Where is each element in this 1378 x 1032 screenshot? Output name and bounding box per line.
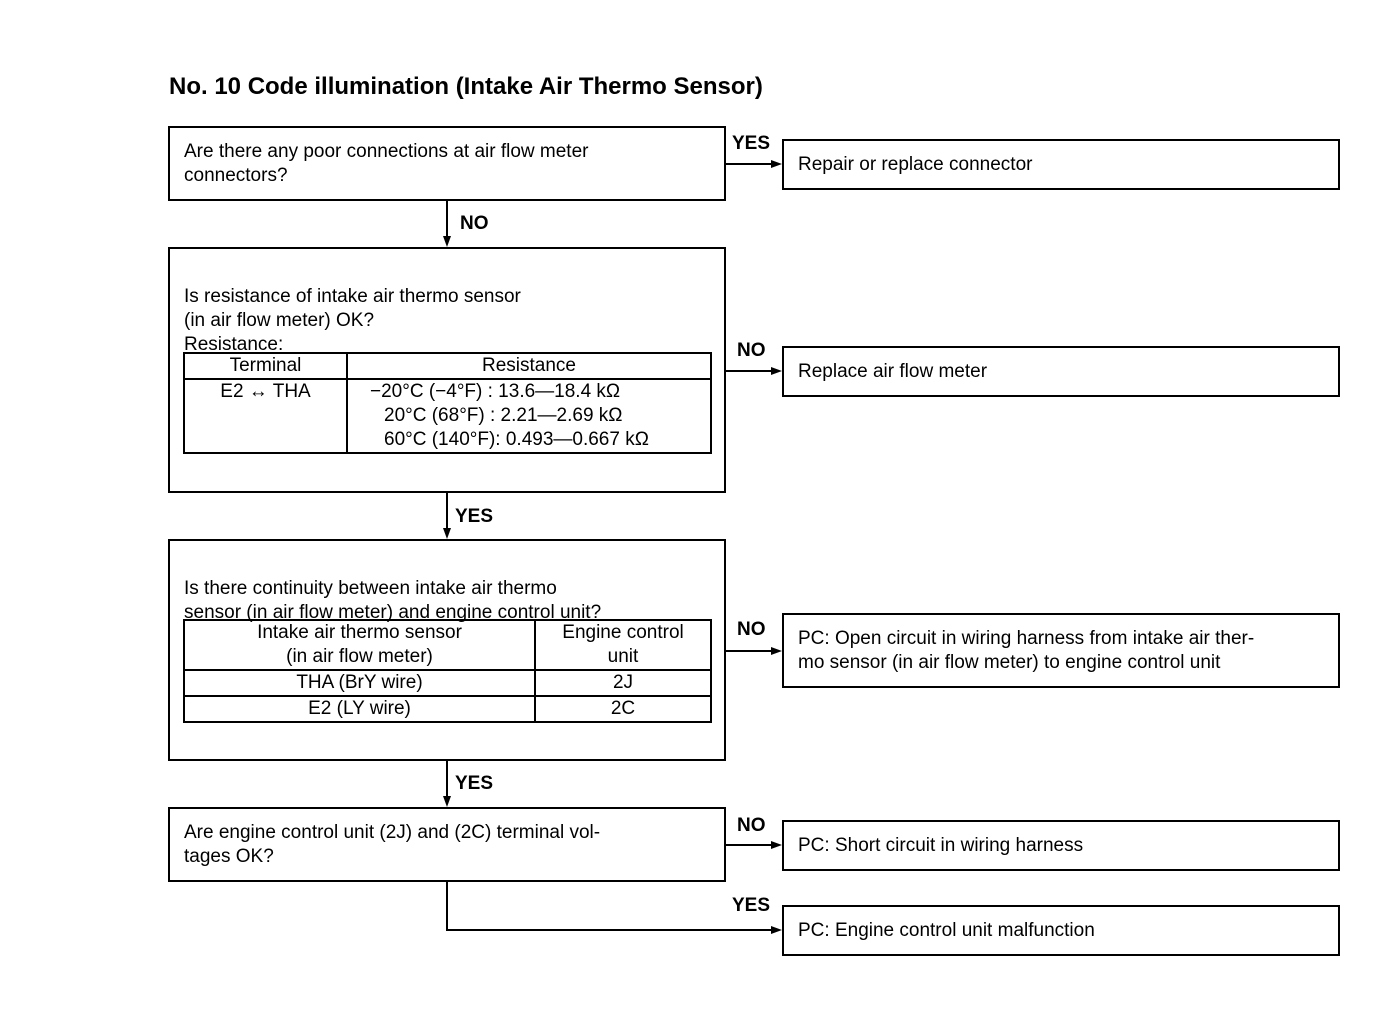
table-cell: THA (BrY wire) — [184, 670, 535, 696]
resistance-value: 60°C (140°F): 0.493—0.667 kΩ — [384, 429, 649, 450]
branch-label-no: NO — [737, 340, 766, 361]
arrow-down-icon — [443, 796, 451, 807]
resistance-table — [183, 352, 712, 454]
table-cell: E2 (LY wire) — [184, 696, 535, 722]
arrow-right-icon — [771, 841, 782, 849]
table-header: Engine control unit — [535, 620, 711, 670]
table-cell-resistance — [347, 379, 711, 453]
arrow-right-icon — [771, 160, 782, 168]
result-box-5: PC: Engine control unit malfunction — [782, 905, 1340, 956]
connector-line — [446, 201, 448, 237]
resistance-value: 20°C (68°F) : 2.21—2.69 kΩ — [384, 405, 623, 426]
branch-label-no: NO — [737, 619, 766, 640]
table-header: Resistance — [347, 353, 711, 379]
table-cell: 2J — [535, 670, 711, 696]
arrow-down-icon — [443, 528, 451, 539]
result-box-1: Repair or replace connector — [782, 139, 1340, 190]
branch-label-no: NO — [460, 213, 489, 234]
resistance-value: −20°C (−4°F) : 13.6—18.4 kΩ — [370, 381, 621, 402]
connector-line — [726, 163, 772, 165]
connector-line — [446, 929, 772, 931]
table-cell-terminal: E2 ↔ THA — [184, 379, 347, 453]
continuity-table — [183, 619, 712, 723]
branch-label-yes: YES — [732, 895, 771, 916]
question-box-4: Are engine control unit (2J) and (2C) terminal vol- tages OK? — [168, 807, 726, 882]
connector-line — [726, 370, 772, 372]
arrow-down-icon — [443, 236, 451, 247]
connector-line — [446, 882, 448, 930]
arrow-right-icon — [771, 647, 782, 655]
arrow-right-icon — [771, 367, 782, 375]
branch-label-yes: YES — [455, 506, 494, 527]
question-text: Is resistance of intake air thermo sensor (in air flow meter) OK? Resistance: — [184, 286, 521, 355]
question-text: Is there continuity between intake air thermo sensor (in air flow meter) and engine control unit? — [184, 578, 602, 623]
connector-line — [726, 844, 772, 846]
connector-line — [446, 493, 448, 529]
table-header: Terminal — [184, 353, 347, 379]
table-header: Intake air thermo sensor (in air flow meter) — [184, 620, 535, 670]
table-cell: 2C — [535, 696, 711, 722]
connector-line — [446, 761, 448, 797]
connector-line — [726, 650, 772, 652]
result-box-4: PC: Short circuit in wiring harness — [782, 820, 1340, 871]
question-box-1: Are there any poor connections at air flow meter connectors? — [168, 126, 726, 201]
branch-label-yes: YES — [455, 773, 494, 794]
page-title: No. 10 Code illumination (Intake Air Thermo Sensor) — [169, 73, 763, 100]
branch-label-yes: YES — [732, 133, 771, 154]
result-box-3: PC: Open circuit in wiring harness from intake air ther- mo sensor (in air flow meter) to engine control unit — [782, 613, 1340, 688]
result-box-2: Replace air flow meter — [782, 346, 1340, 397]
arrow-right-icon — [771, 926, 782, 934]
branch-label-no: NO — [737, 815, 766, 836]
